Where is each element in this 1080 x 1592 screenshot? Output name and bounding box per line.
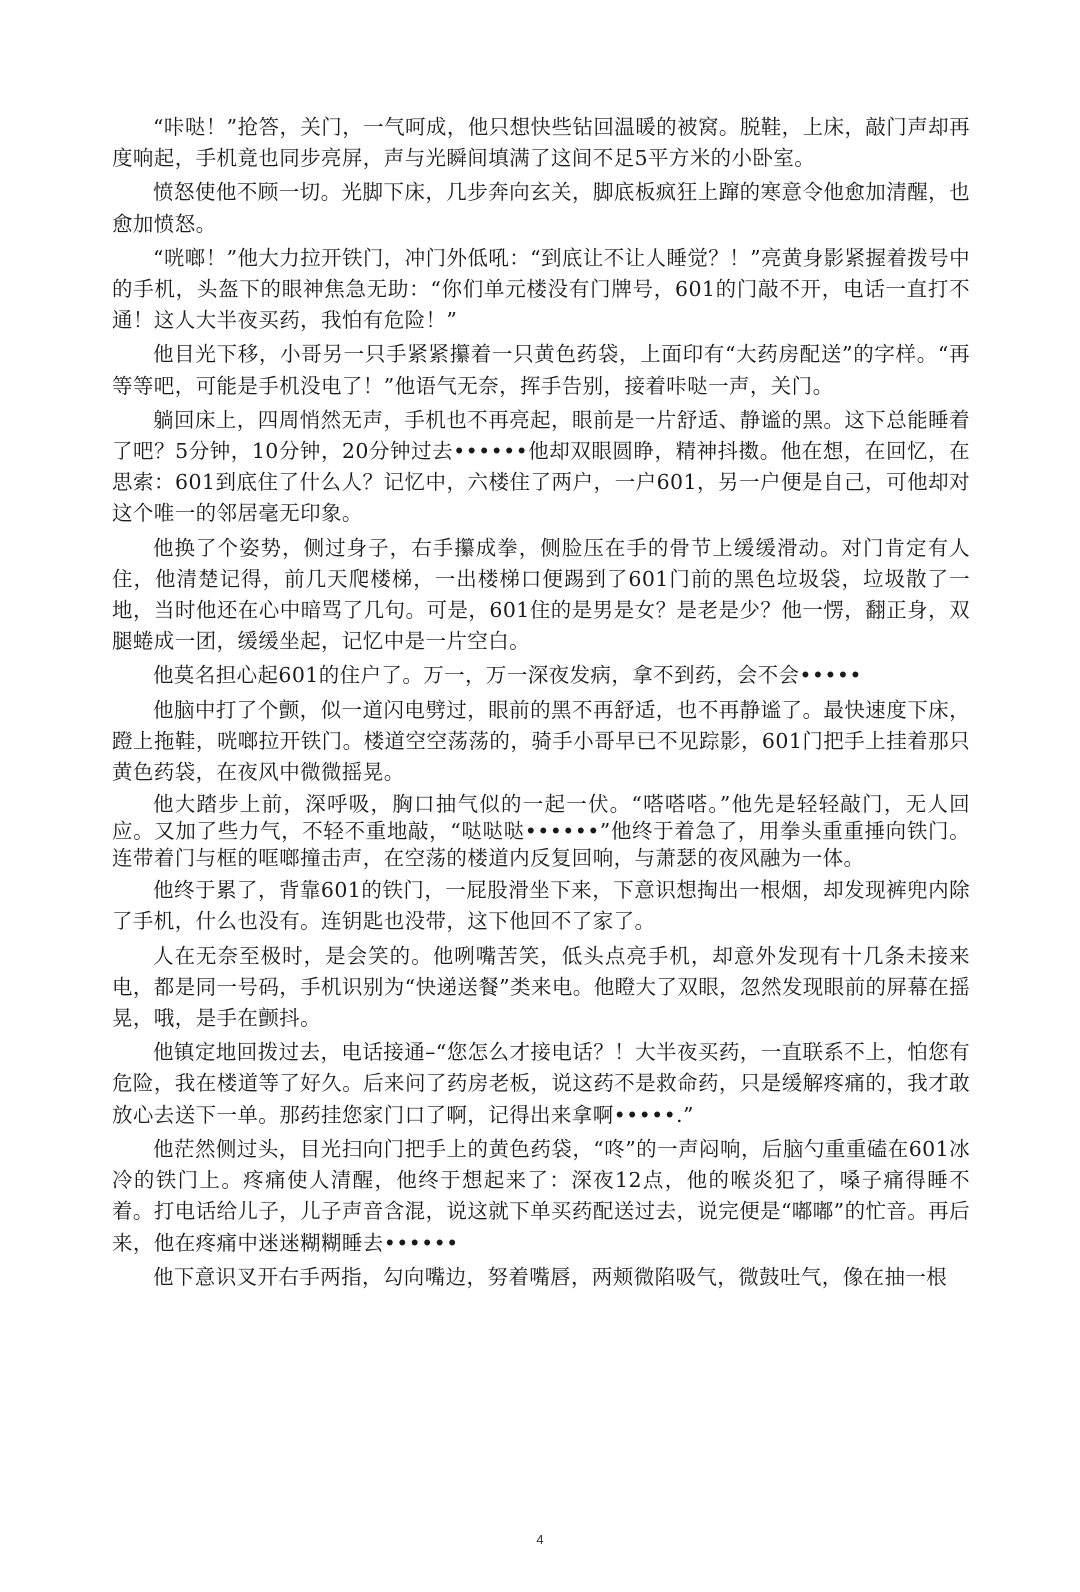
paragraph-10: 他终于累了，背靠601的铁门，一屁股滑坐下来，下意识想掏出一根烟，却发现裤兜内除了手机，什么也没有。连钥匙也没带，这下他回不了家了。 xyxy=(112,878,970,934)
paragraph-8: 他脑中打了个颤，似一道闪电劈过，眼前的黑不再舒适，也不再静谧了。最快速度下床，蹬上拖鞋，咣啷拉开铁门。楼道空空荡荡的，骑手小哥早已不见踪影，601门把手上挂着那只黄色药袋，在夜风中微微摇晃。 xyxy=(112,697,970,785)
paragraph-11: 人在无奈至极时，是会笑的。他咧嘴苦笑，低头点亮手机，却意外发现有十几条未接来电，都是同一号码，手机识别为“快递送餐”类来电。他瞪大了双眼，忽然发现眼前的屏幕在摇晃，哦，是手在颤抖。 xyxy=(112,943,970,1031)
page-number: 4 xyxy=(536,1532,544,1547)
paragraph-4: 他目光下移，小哥另一只手紧紧攥着一只黄色药袋，上面印有“大药房配送”的字样。“再等等吧，可能是手机没电了！”他语气无奈，挥手告别，接着咔哒一声，关门。 xyxy=(112,342,970,398)
paragraph-6: 他换了个姿势，侧过身子，右手攥成拳，侧脸压在手的骨节上缓缓滑动。对门肯定有人住，他清楚记得，前几天爬楼梯，一出楼梯口便踢到了601门前的黑色垃圾袋，垃圾散了一地，当时他还在心中暗骂了几句。可是，601住的是男是女？是老是少？他一愣，翻正身，双腿蜷成一团，缓缓坐起，记忆中是一片空白。 xyxy=(112,535,970,654)
paragraph-2: 愤怒使他不顾一切。光脚下床，几步奔向玄关，脚底板疯狂上蹿的寒意令他愈加清醒，也愈加愤怒。 xyxy=(112,180,970,236)
paragraph-12: 他镇定地回拨过去，电话接通–“您怎么才接电话？！大半夜买药，一直联系不上，怕您有危险，我在楼道等了好久。后来问了药房老板，说这药不是救命药，只是缓解疼痛的，我才敢放心去送下一单。那药挂您家门口了啊，记得出来拿啊•••••.” xyxy=(112,1040,970,1127)
paragraph-3: “咣啷！”他大力拉开铁门，冲门外低吼：“到底让不让人睡觉？！”亮黄身影紧握着拨号中的手机，头盔下的眼神焦急无助：“你们单元楼没有门牌号，601的门敲不开，电话一直打不通！这人大半夜买药，我怕有危险！” xyxy=(112,245,970,333)
paragraph-13: 他茫然侧过头，目光扫向门把手上的黄色药袋，“咚”的一声闷响，后脑勺重重磕在601冰冷的铁门上。疼痛使人清醒，他终于想起来了：深夜12点，他的喉炎犯了，嗓子痛得睡不着。打电话给儿子，儿子声音含混，说这就下单买药配送过去，说完便是“嘟嘟”的忙音。再后来，他在疼痛中迷迷糊糊睡去•••••• xyxy=(112,1136,970,1255)
paragraph-7: 他莫名担心起601的住户了。万一，万一深夜发病，拿不到药，会不会••••• xyxy=(153,663,862,688)
paragraph-1: “咔哒！”抢答，关门，一气呵成，他只想快些钻回温暖的被窝。脱鞋，上床，敲门声却再度响起，手机竟也同步亮屏，声与光瞬间填满了这间不足5平方米的小卧室。 xyxy=(112,115,970,171)
paragraph-14: 他下意识叉开右手两指，勾向嘴边，努着嘴唇，两颊微陷吸气，微鼓吐气，像在抽一根 xyxy=(153,1264,948,1289)
paragraph-9: 他大踏步上前，深呼吸，胸口抽气似的一起一伏。“嗒嗒嗒。”他先是轻轻敲门，无人回应。又加了些力气，不轻不重地敲，“哒哒哒••••••”他终于着急了，用拳头重重捶向铁门。连带着门与框的哐啷撞击声，在空荡的楼道内反复回响，与萧瑟的夜风融为一体。 xyxy=(112,792,970,871)
story-body xyxy=(112,112,970,1296)
paragraph-5: 躺回床上，四周悄然无声，手机也不再亮起，眼前是一片舒适、静谧的黑。这下总能睡着了吧？5分钟，10分钟，20分钟过去••••••他却双眼圆睁，精神抖擞。他在想，在回忆，在思索：601到底住了什么人？记忆中，六楼住了两户，一户601，另一户便是自己，可他却对这个唯一的邻居毫无印象。 xyxy=(112,407,970,526)
